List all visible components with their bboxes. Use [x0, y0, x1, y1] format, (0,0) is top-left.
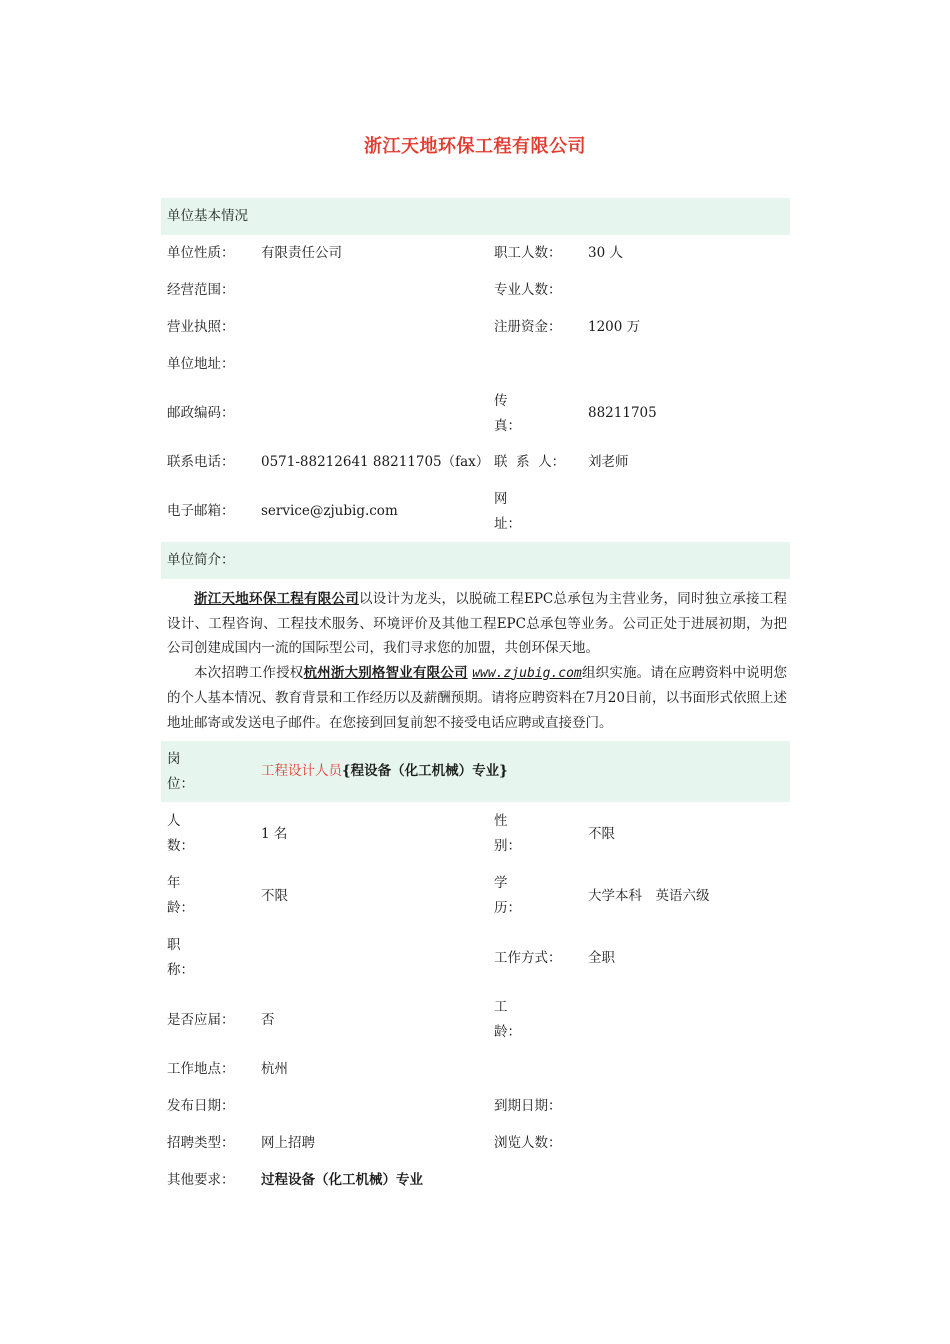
info-row	[161, 444, 790, 481]
staff-label: 职工人数：	[494, 245, 562, 261]
title-rank-label: 职称：	[167, 937, 194, 978]
agency-link[interactable]: 杭州浙大别格智业有限公司	[303, 664, 468, 681]
scope-label: 经营范围：	[167, 282, 235, 298]
staff-value: 30 人	[588, 245, 623, 261]
age-label: 年龄：	[167, 875, 194, 916]
email-value[interactable]: service@zjubig.com	[261, 503, 398, 519]
gender-value: 不限	[588, 825, 615, 842]
expire-date-label: 到期日期：	[494, 1098, 562, 1114]
job-row	[161, 865, 790, 927]
recruit-type-label: 招聘类型：	[167, 1135, 235, 1151]
basic-info-header	[161, 198, 790, 235]
intro-p2-text: 组织实施。请在应聘资料中说明您的个人基本情况、教育背景和工作经历以及薪酬预期。请将应聘资料在7月20日前，以书面形式依照上述地址邮寄或发送电子邮件。在您接到回复前恕不接受电话应聘或直接登门。	[167, 664, 788, 731]
post-title: 工程设计人员	[261, 763, 342, 779]
location-label: 工作地点：	[167, 1061, 235, 1077]
intro-paragraph-2	[167, 661, 787, 736]
nature-value: 有限责任公司	[261, 245, 342, 261]
info-row	[161, 383, 790, 444]
education-label: 学历：	[494, 875, 521, 916]
email-label: 电子邮箱：	[167, 503, 235, 519]
page-title: 浙江天地环保工程有限公司	[364, 136, 586, 157]
intro-p2-lead: 本次招聘工作授权	[194, 664, 304, 681]
work-mode-label: 工作方式：	[494, 949, 562, 966]
intro-text	[167, 587, 787, 735]
website-label: 网址：	[494, 490, 521, 532]
intro-heading: 单位简介：	[167, 552, 235, 568]
gender-label: 性别：	[494, 813, 521, 854]
work-mode-value: 全职	[588, 949, 615, 966]
education-value: 大学本科 英语六级	[588, 887, 710, 904]
age-value: 不限	[261, 887, 288, 904]
basic-info-heading: 单位基本情况	[167, 208, 248, 224]
job-row	[161, 1051, 790, 1088]
capital-value: 1200 万	[588, 319, 641, 335]
publish-date-label: 发布日期：	[167, 1098, 235, 1114]
post-value	[255, 741, 790, 802]
phone-label: 联系电话：	[167, 454, 235, 470]
job-row	[161, 927, 790, 989]
pro-count-label: 专业人数：	[494, 282, 562, 298]
job-row	[161, 1162, 790, 1199]
company-link[interactable]: 浙江天地环保工程有限公司	[194, 591, 359, 607]
intro-paragraph-1	[167, 587, 787, 661]
job-row	[161, 803, 790, 865]
fax-value: 88211705	[588, 405, 657, 421]
views-label: 浏览人数：	[494, 1135, 562, 1151]
postcode-label: 邮政编码：	[167, 405, 235, 421]
agency-url-link[interactable]: www.zjubig.com	[472, 665, 582, 681]
job-header	[161, 741, 790, 802]
job-row	[161, 1088, 790, 1125]
recruit-type-value: 网上招聘	[261, 1135, 315, 1151]
count-label: 人数：	[167, 813, 194, 854]
contact-label: 联 系 人：	[494, 454, 566, 470]
info-row	[161, 346, 790, 383]
capital-label: 注册资金：	[494, 319, 562, 335]
location-value: 杭州	[261, 1061, 288, 1077]
fax-label: 传真：	[494, 392, 521, 434]
license-label: 营业执照：	[167, 319, 235, 335]
info-row	[161, 272, 790, 309]
post-label: 岗位：	[167, 750, 194, 792]
other-req-value: 过程设备（化工机械）专业	[261, 1172, 423, 1188]
info-row	[161, 309, 790, 346]
fresh-grad-value: 否	[261, 1011, 275, 1028]
info-row	[161, 481, 790, 542]
count-value: 1 名	[261, 825, 288, 842]
fresh-grad-label: 是否应届：	[167, 1011, 235, 1028]
job-row	[161, 989, 790, 1051]
post-detail: {程设备（化工机械）专业}	[342, 763, 508, 779]
intro-header	[161, 542, 790, 579]
other-req-label: 其他要求：	[167, 1172, 235, 1188]
job-row	[161, 1125, 790, 1162]
contact-value: 刘老师	[588, 454, 629, 470]
phone-value: 0571-88212641 88211705（fax）	[261, 454, 490, 470]
nature-label: 单位性质：	[167, 245, 235, 261]
info-row	[161, 235, 790, 272]
work-years-label: 工龄：	[494, 999, 521, 1040]
address-label: 单位地址：	[167, 356, 235, 372]
intro-p1-text: 以设计为龙头，以脱硫工程EPC总承包为主营业务，同时独立承接工程设计、工程咨询、工程技术服务、环境评价及其他工程EPC总承包等业务。公司正处于进展初期，为把公司创建成国内一流的国际型公司，我们寻求您的加盟，共创环保天地。	[167, 591, 787, 656]
